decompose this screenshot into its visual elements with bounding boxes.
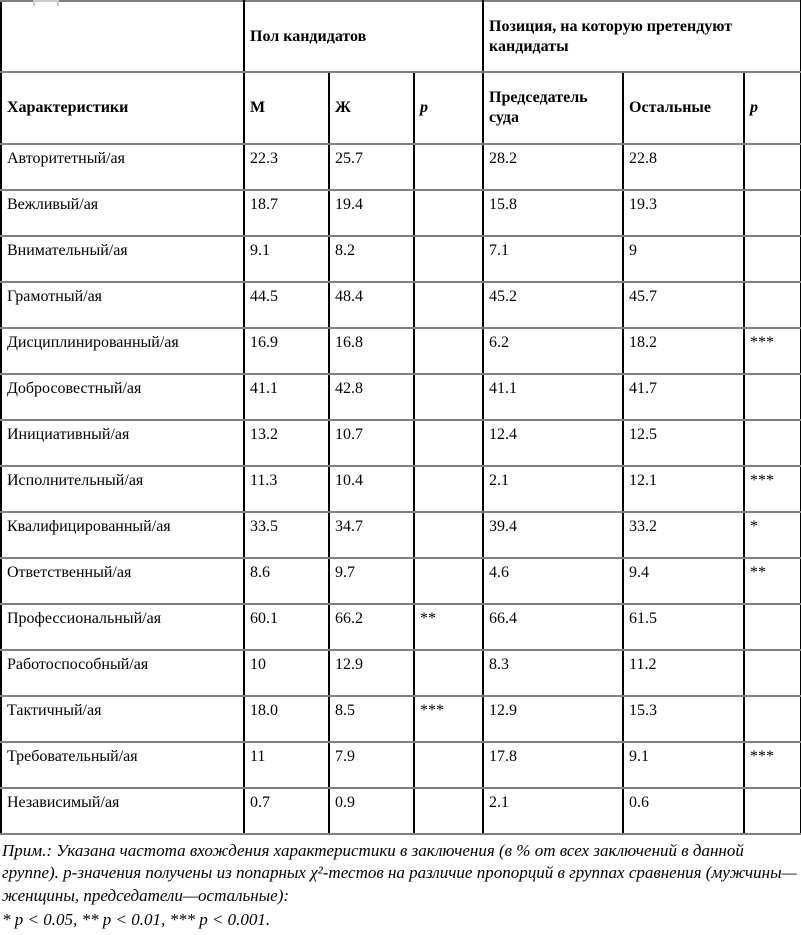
cell-chair: 28.2 (483, 144, 623, 190)
cell-p-position (744, 788, 801, 834)
cell-p-position (744, 282, 801, 328)
cell-p-sex (414, 466, 483, 512)
cell-female: 7.9 (329, 742, 414, 788)
cell-p-position (744, 604, 801, 650)
cell-male: 8.6 (244, 558, 329, 604)
cell-female: 16.8 (329, 328, 414, 374)
cell-chair: 66.4 (483, 604, 623, 650)
cell-male: 16.9 (244, 328, 329, 374)
cell-male: 22.3 (244, 144, 329, 190)
cell-male: 60.1 (244, 604, 329, 650)
cell-chair: 7.1 (483, 236, 623, 282)
cell-chair: 12.4 (483, 420, 623, 466)
cell-p-sex (414, 788, 483, 834)
cell-others: 11.2 (623, 650, 744, 696)
table-row (1, 144, 801, 190)
cell-male: 13.2 (244, 420, 329, 466)
table-row (1, 788, 801, 834)
row-label: Авторитетный/ая (1, 144, 244, 190)
cell-female: 25.7 (329, 144, 414, 190)
cell-chair: 45.2 (483, 282, 623, 328)
table-row (1, 742, 801, 788)
cell-male: 41.1 (244, 374, 329, 420)
table-row (1, 604, 801, 650)
cell-p-sex (414, 144, 483, 190)
cell-male: 18.0 (244, 696, 329, 742)
cell-p-sex (414, 236, 483, 282)
cell-p-position (744, 696, 801, 742)
cell-others: 9.1 (623, 742, 744, 788)
cell-female: 8.2 (329, 236, 414, 282)
cell-p-sex (414, 190, 483, 236)
cell-p-position: *** (744, 742, 801, 788)
cell-others: 41.7 (623, 374, 744, 420)
group-header-row (1, 1, 801, 72)
cell-others: 18.2 (623, 328, 744, 374)
cell-p-sex (414, 282, 483, 328)
row-label: Грамотный/ая (1, 282, 244, 328)
cell-chair: 6.2 (483, 328, 623, 374)
cell-p-position (744, 144, 801, 190)
cell-p-position (744, 236, 801, 282)
cell-others: 9.4 (623, 558, 744, 604)
cell-chair: 41.1 (483, 374, 623, 420)
table-row (1, 236, 801, 282)
row-label: Вежливый/ая (1, 190, 244, 236)
cell-female: 10.4 (329, 466, 414, 512)
row-label: Добросовестный/ая (1, 374, 244, 420)
table-body (1, 144, 801, 834)
cell-chair: 2.1 (483, 788, 623, 834)
row-label: Инициативный/ая (1, 420, 244, 466)
row-label: Требовательный/ая (1, 742, 244, 788)
row-label: Независимый/ая (1, 788, 244, 834)
cell-p-sex (414, 420, 483, 466)
cell-chair: 39.4 (483, 512, 623, 558)
cell-others: 33.2 (623, 512, 744, 558)
row-label: Внимательный/ая (1, 236, 244, 282)
column-header-row (1, 72, 801, 144)
footnote-significance: * p < 0.05, ** p < 0.01, *** p < 0.001. (2, 910, 271, 930)
column-header-characteristics: Характеристики (1, 72, 244, 144)
cell-male: 18.7 (244, 190, 329, 236)
cell-chair: 4.6 (483, 558, 623, 604)
cell-male: 44.5 (244, 282, 329, 328)
cell-male: 11 (244, 742, 329, 788)
table-row (1, 650, 801, 696)
table-row (1, 374, 801, 420)
row-label: Исполнительный/ая (1, 466, 244, 512)
cell-female: 42.8 (329, 374, 414, 420)
cell-p-position (744, 190, 801, 236)
row-label: Профессиональный/ая (1, 604, 244, 650)
cell-others: 12.1 (623, 466, 744, 512)
cell-female: 66.2 (329, 604, 414, 650)
cell-others: 22.8 (623, 144, 744, 190)
cell-others: 19.3 (623, 190, 744, 236)
cell-p-position: * (744, 512, 801, 558)
cell-p-position: ** (744, 558, 801, 604)
cell-p-sex (414, 374, 483, 420)
cell-female: 48.4 (329, 282, 414, 328)
cell-chair: 15.8 (483, 190, 623, 236)
cell-chair: 8.3 (483, 650, 623, 696)
row-label: Дисциплинированный/ая (1, 328, 244, 374)
cell-others: 12.5 (623, 420, 744, 466)
cell-p-position (744, 650, 801, 696)
column-header-others: Остальные (623, 72, 744, 144)
table-row (1, 512, 801, 558)
cell-female: 0.9 (329, 788, 414, 834)
cell-male: 0.7 (244, 788, 329, 834)
cell-female: 12.9 (329, 650, 414, 696)
cell-others: 9 (623, 236, 744, 282)
cell-others: 0.6 (623, 788, 744, 834)
group-header-position: Позиция, на которую претендуют кандидаты (483, 1, 801, 72)
cell-p-position (744, 374, 801, 420)
cell-p-position: *** (744, 328, 801, 374)
table-row (1, 190, 801, 236)
column-header-male: М (244, 72, 329, 144)
cell-male: 33.5 (244, 512, 329, 558)
cell-female: 34.7 (329, 512, 414, 558)
cell-male: 10 (244, 650, 329, 696)
table-row (1, 558, 801, 604)
cell-chair: 12.9 (483, 696, 623, 742)
table-row (1, 420, 801, 466)
cell-p-sex (414, 558, 483, 604)
row-label: Тактичный/ая (1, 696, 244, 742)
table-row (1, 466, 801, 512)
cell-female: 19.4 (329, 190, 414, 236)
cell-chair: 2.1 (483, 466, 623, 512)
footnote-note: Прим.: Указана частота вхождения характеристики в заключения (в % от всех заключений в данной группе). p-значения получены из попарных χ²-тестов на различие пропорций в группах сравнения (мужчины—женщины, председатели—остальные): (2, 841, 797, 905)
cell-others: 15.3 (623, 696, 744, 742)
cell-female: 8.5 (329, 696, 414, 742)
table-row (1, 696, 801, 742)
cell-others: 61.5 (623, 604, 744, 650)
row-label: Ответственный/ая (1, 558, 244, 604)
cell-p-sex (414, 328, 483, 374)
cell-male: 11.3 (244, 466, 329, 512)
cell-female: 9.7 (329, 558, 414, 604)
row-label: Работоспособный/ая (1, 650, 244, 696)
cell-p-position (744, 420, 801, 466)
cell-p-position: *** (744, 466, 801, 512)
group-header-sex: Пол кандидатов (244, 1, 483, 72)
cell-p-sex (414, 512, 483, 558)
cell-female: 10.7 (329, 420, 414, 466)
column-header-p-position: p (744, 72, 801, 144)
table-row (1, 282, 801, 328)
caret-artifact (33, 0, 59, 6)
column-header-p-sex: p (414, 72, 483, 144)
cell-chair: 17.8 (483, 742, 623, 788)
cell-p-sex (414, 650, 483, 696)
cell-p-sex: ** (414, 604, 483, 650)
footnote (0, 835, 801, 932)
cell-p-sex (414, 742, 483, 788)
cell-p-sex: *** (414, 696, 483, 742)
cell-others: 45.7 (623, 282, 744, 328)
cell-male: 9.1 (244, 236, 329, 282)
corner-cell-empty (1, 1, 244, 72)
row-label: Квалифицированный/ая (1, 512, 244, 558)
table-row (1, 328, 801, 374)
column-header-female: Ж (329, 72, 414, 144)
column-header-chair: Председатель суда (483, 72, 623, 144)
